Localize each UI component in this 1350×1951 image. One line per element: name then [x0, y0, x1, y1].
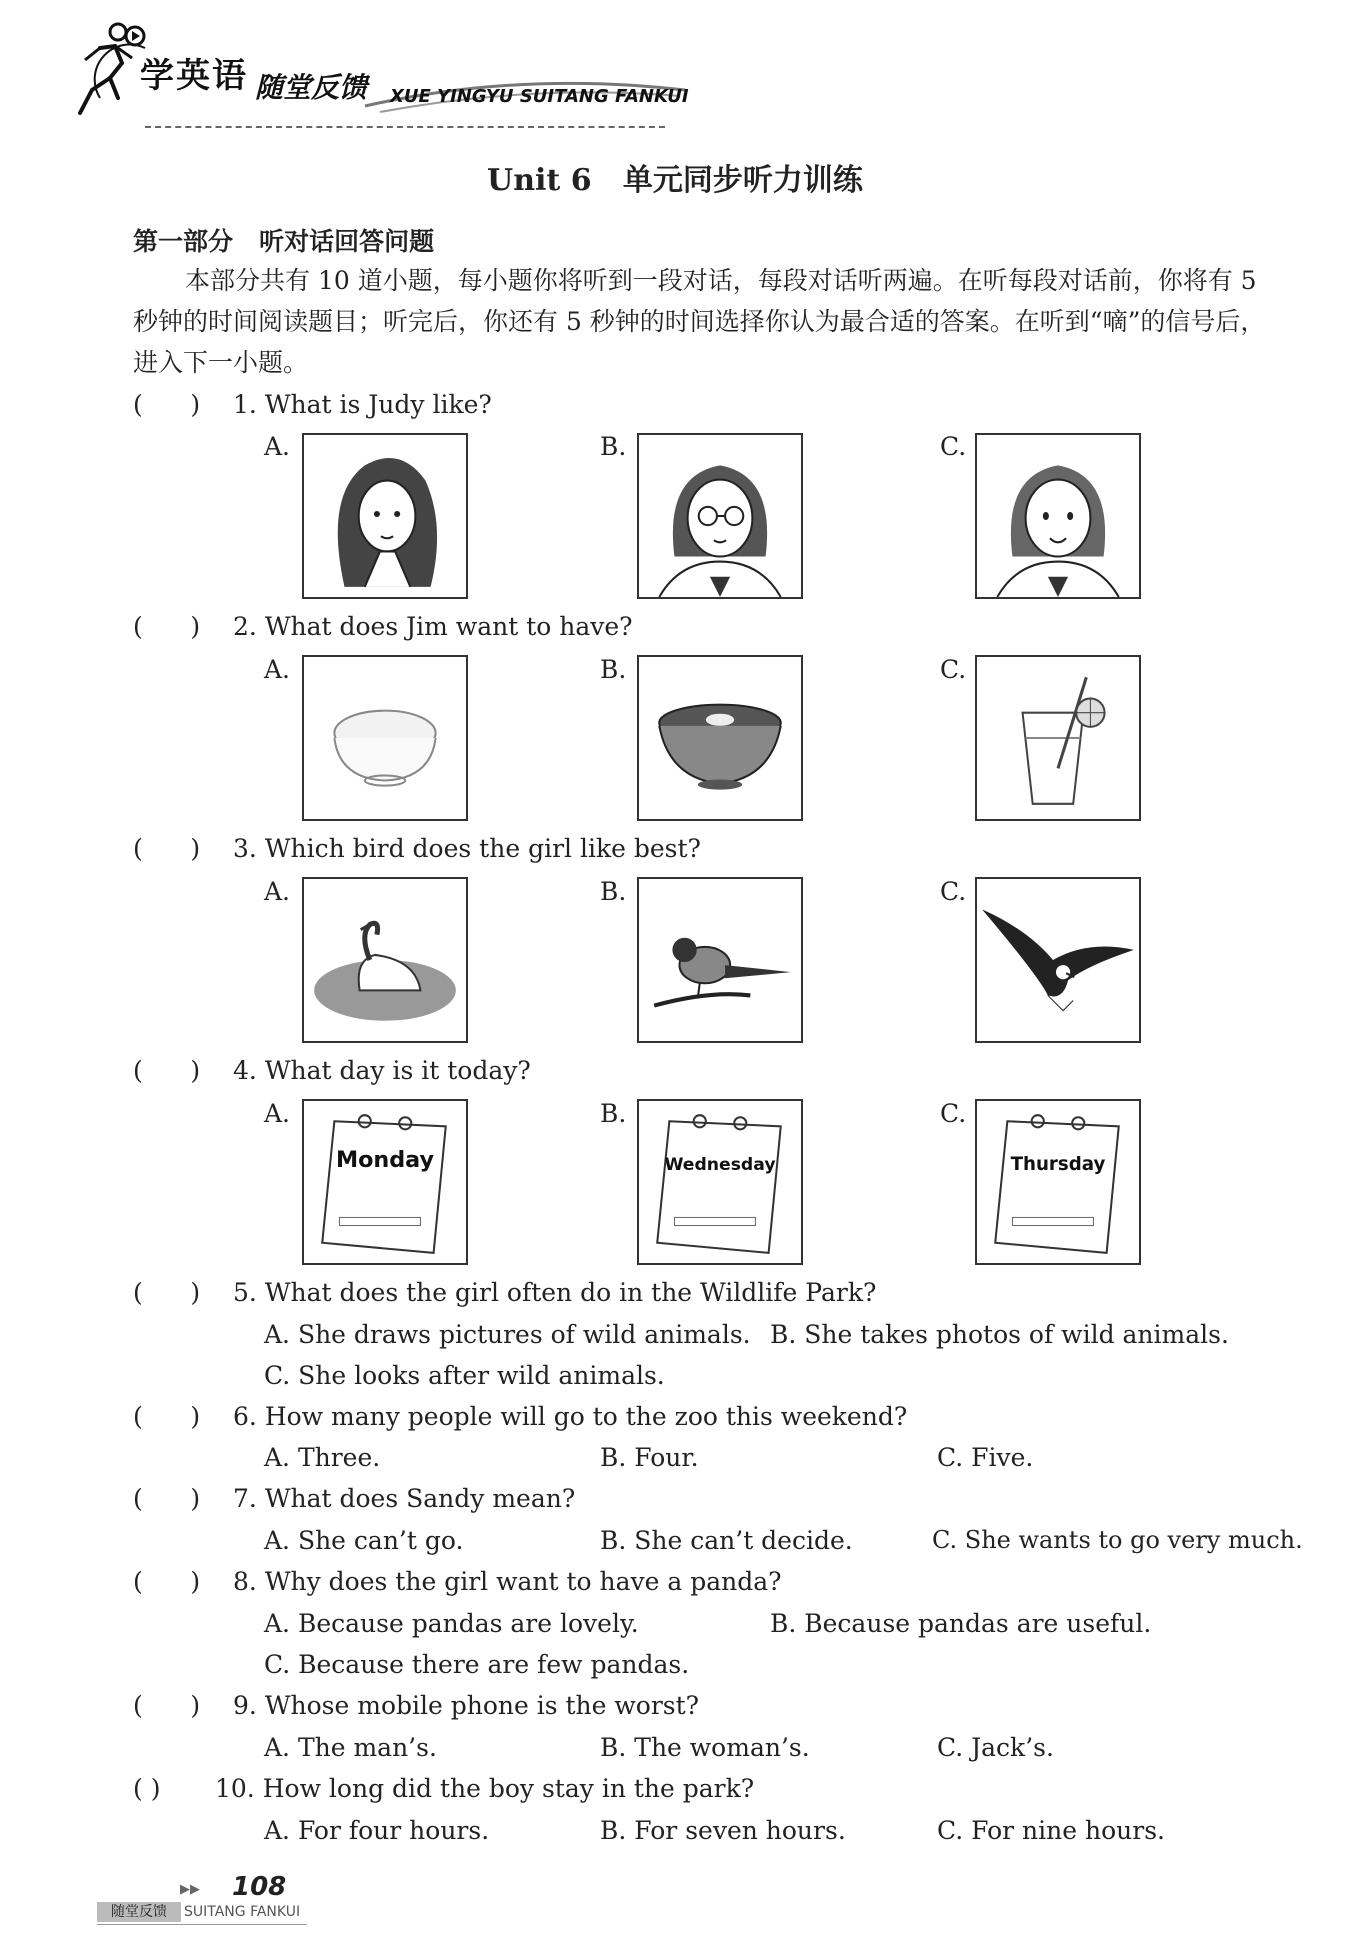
- glasses-girl-picture[interactable]: [637, 433, 803, 599]
- option-letter-c: C.: [940, 877, 967, 906]
- sparrow-picture[interactable]: [637, 877, 803, 1043]
- option-c[interactable]: C. She wants to go very much.: [932, 1526, 1303, 1554]
- option-a[interactable]: A. For four hours.: [264, 1816, 490, 1845]
- calendar-thursday-picture[interactable]: [975, 1099, 1141, 1265]
- calendar-day-label: Monday: [335, 1146, 435, 1173]
- question-number: 6.: [233, 1402, 257, 1431]
- answer-blank[interactable]: ( ): [133, 1774, 161, 1803]
- page-number: 108: [232, 1872, 287, 1902]
- page-title: Unit 6 单元同步听力训练: [487, 163, 863, 198]
- option-letter-a: A.: [264, 877, 291, 906]
- juice-glass-picture[interactable]: [975, 655, 1141, 821]
- footer-divider: [97, 1924, 307, 1925]
- question-text: What does the girl often do in the Wildlife Park?: [264, 1278, 877, 1307]
- instructions-paragraph: 本部分共有 10 道小题，每小题你将听到一段对话，每段对话听两遍。在听每段对话前，你将有 5 秒钟的时间阅读题目；听完后，你还有 5 秒钟的时间选择你认为最合适的答案。在听到“嘀”的信号后，进入下一小题。: [133, 266, 1266, 377]
- option-a[interactable]: A. She can’t go.: [264, 1526, 464, 1555]
- question-4: [133, 1056, 531, 1085]
- rice-bowl-picture[interactable]: [302, 655, 468, 821]
- question-number: 9.: [233, 1691, 257, 1720]
- noodle-bowl-picture[interactable]: [637, 655, 803, 821]
- option-a[interactable]: A. Because pandas are lovely.: [264, 1609, 639, 1638]
- question-3: [133, 834, 701, 863]
- eagle-picture[interactable]: [975, 877, 1141, 1043]
- question-text: Why does the girl want to have a panda?: [264, 1567, 782, 1596]
- option-letter-b: B.: [600, 655, 627, 684]
- question-number: 10.: [215, 1774, 255, 1803]
- option-letter-b: B.: [600, 877, 627, 906]
- question-6: [133, 1402, 907, 1431]
- short-hair-girl-picture[interactable]: [975, 433, 1141, 599]
- option-b[interactable]: B. The woman’s.: [600, 1733, 810, 1762]
- runner-logo-icon: [70, 18, 150, 118]
- option-letter-c: C.: [940, 655, 967, 684]
- option-c[interactable]: C. Jack’s.: [937, 1733, 1054, 1762]
- option-b[interactable]: B. She can’t decide.: [600, 1526, 853, 1555]
- option-b[interactable]: B. Because pandas are useful.: [770, 1609, 1152, 1638]
- option-b[interactable]: B. For seven hours.: [600, 1816, 846, 1845]
- header: [70, 18, 690, 128]
- option-c[interactable]: C. Five.: [937, 1443, 1034, 1472]
- answer-blank[interactable]: ( ): [133, 612, 201, 641]
- answer-blank[interactable]: ( ): [133, 1402, 201, 1431]
- question-text: What is Judy like?: [264, 390, 492, 419]
- section-heading: 第一部分 听对话回答问题: [133, 227, 435, 256]
- question-7: [133, 1484, 575, 1513]
- question-1: [133, 390, 492, 419]
- calendar-wednesday-picture[interactable]: [637, 1099, 803, 1265]
- question-text: Whose mobile phone is the worst?: [264, 1691, 700, 1720]
- double-arrow-icon: ▶▶: [180, 1882, 200, 1897]
- option-b[interactable]: B. She takes photos of wild animals.: [770, 1320, 1229, 1349]
- option-letter-c: C.: [940, 432, 967, 461]
- answer-blank[interactable]: ( ): [133, 390, 201, 419]
- question-number: 8.: [233, 1567, 257, 1596]
- option-letter-a: A.: [264, 432, 291, 461]
- swan-picture[interactable]: [302, 877, 468, 1043]
- option-a[interactable]: A. Three.: [264, 1443, 381, 1472]
- question-number: 4.: [233, 1056, 257, 1085]
- calendar-day-label: Thursday: [1010, 1153, 1106, 1175]
- long-hair-girl-picture[interactable]: [302, 433, 468, 599]
- option-c[interactable]: C. For nine hours.: [937, 1816, 1165, 1845]
- option-letter-b: B.: [600, 1099, 627, 1128]
- calendar-monday-picture[interactable]: [302, 1099, 468, 1265]
- header-title-en: XUE YINGYU SUITANG FANKUI: [390, 86, 689, 107]
- option-c[interactable]: C. Because there are few pandas.: [264, 1650, 690, 1679]
- option-a[interactable]: A. She draws pictures of wild animals.: [264, 1320, 751, 1349]
- header-subtitle-cn: 随堂反馈: [255, 71, 368, 104]
- option-letter-b: B.: [600, 432, 627, 461]
- question-8: [133, 1567, 782, 1596]
- answer-blank[interactable]: ( ): [133, 1278, 201, 1307]
- question-number: 2.: [233, 612, 257, 641]
- answer-blank[interactable]: ( ): [133, 834, 201, 863]
- option-letter-a: A.: [264, 655, 291, 684]
- answer-blank[interactable]: ( ): [133, 1567, 201, 1596]
- question-text: How long did the boy stay in the park?: [262, 1774, 755, 1803]
- option-c[interactable]: C. She looks after wild animals.: [264, 1361, 665, 1390]
- question-number: 5.: [233, 1278, 257, 1307]
- question-text: How many people will go to the zoo this weekend?: [264, 1402, 908, 1431]
- footer-label-cn: 随堂反馈: [97, 1902, 181, 1922]
- option-a[interactable]: A. The man’s.: [264, 1733, 437, 1762]
- option-letter-a: A.: [264, 1099, 291, 1128]
- header-title-cn: 学英语: [140, 56, 248, 96]
- question-number: 1.: [233, 390, 257, 419]
- answer-blank[interactable]: ( ): [133, 1056, 201, 1085]
- question-10: [133, 1774, 754, 1803]
- answer-blank[interactable]: ( ): [133, 1484, 201, 1513]
- question-2: [133, 612, 633, 641]
- question-5: [133, 1278, 876, 1307]
- header-divider: [145, 126, 665, 128]
- question-number: 7.: [233, 1484, 257, 1513]
- question-text: What does Sandy mean?: [264, 1484, 576, 1513]
- calendar-day-label: Wednesday: [664, 1154, 776, 1175]
- option-letter-c: C.: [940, 1099, 967, 1128]
- question-9: [133, 1691, 699, 1720]
- question-number: 3.: [233, 834, 257, 863]
- option-b[interactable]: B. Four.: [600, 1443, 699, 1472]
- answer-blank[interactable]: ( ): [133, 1691, 201, 1720]
- question-text: What day is it today?: [264, 1056, 531, 1085]
- question-text: What does Jim want to have?: [264, 612, 633, 641]
- question-text: Which bird does the girl like best?: [264, 834, 701, 863]
- footer-label-en: SUITANG FANKUI: [184, 1904, 301, 1920]
